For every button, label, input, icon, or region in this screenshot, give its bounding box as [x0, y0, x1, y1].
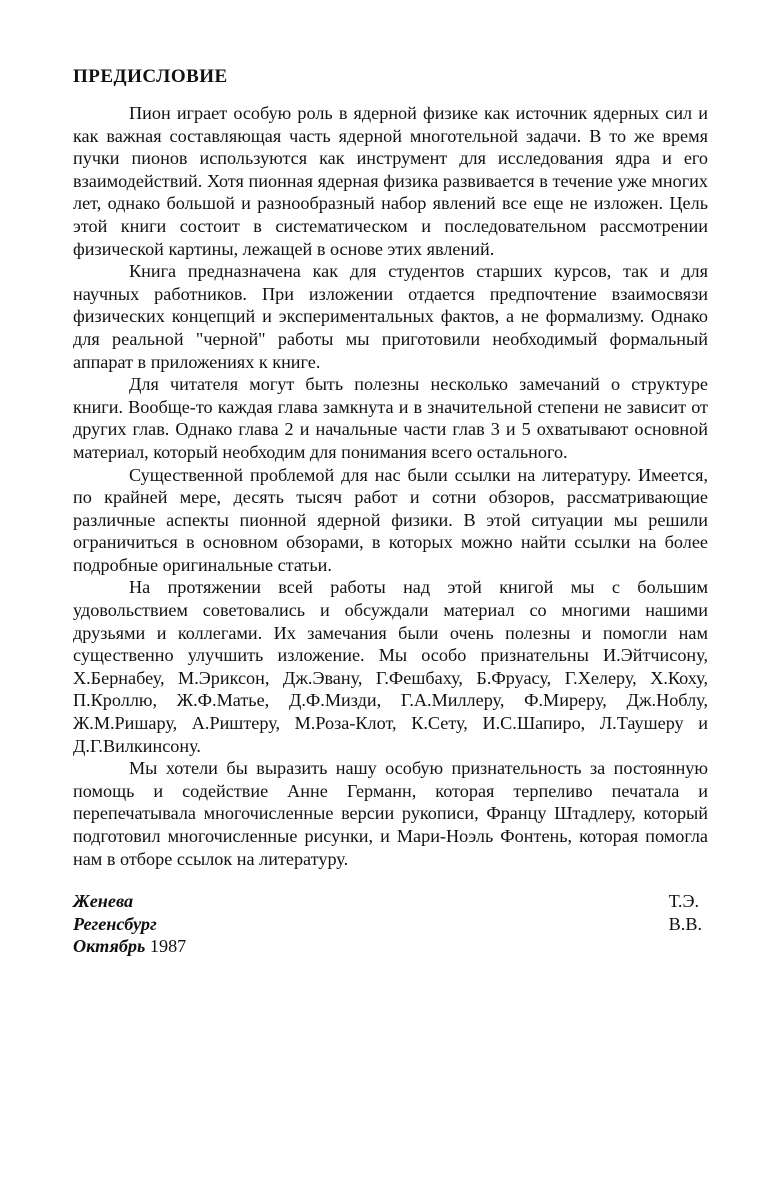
paragraph-2: Книга предназначена как для студентов старших курсов, так и для научных работников. При изложении отдается предпочтение взаимосвязи физических концепций и экспериментальных фактов, а не формализму. Однако для реальной "черной" работы мы приготовили необходимый формальный аппарат в приложениях к книге.: [73, 261, 708, 372]
paragraph-1: Пион играет особую роль в ядерной физике как источник ядерных сил и как важная составляющая часть ядерной многотельной задачи. В то же время пучки пионов используются как инструмент для исследования ядра и его взаимодействий. Хотя пионная ядерная физика развивается в течение уже многих лет, однако большой и разнообразный набор явлений все еще не изложен. Цель этой книги состоит в систематическом и последовательном рассмотрении физической картины, лежащей в основе этих явлений.: [73, 103, 708, 259]
initials-2: В.В.: [668, 913, 702, 934]
initials-1: Т.Э.: [668, 891, 700, 912]
place-date: [73, 890, 186, 958]
page-title: ПРЕДИСЛОВИЕ: [73, 66, 228, 87]
signoff: [73, 890, 708, 958]
paragraph-4: Существенной проблемой для нас были ссылки на литературу. Имеется, по крайней мере, десять тысяч работ и сотни обзоров, рассматривающие различные аспекты пионной ядерной физики. В этой ситуации мы решили ограничиться в основном обзорами, в которых можно найти ссылки на более подробные оригинальные статьи.: [73, 464, 708, 575]
city-geneva: Женева: [73, 891, 134, 912]
city-regensburg: Регенсбург: [73, 913, 157, 934]
year: 1987: [149, 936, 187, 957]
paragraph-6: Мы хотели бы выразить нашу особую признательность за постоянную помощь и содействие Анне Германн, которая терпеливо печатала и перепечатывала многочисленные версии рукописи, Францу Штадлеру, который подготовил многочисленные рисунки, и Мари-Ноэль Фонтень, которая помогла нам в отборе ссылок на литературу.: [73, 758, 708, 869]
paragraph-5: На протяжении всей работы над этой книгой мы с большим удовольствием советовались и обсуждали материал со многими нашими друзьями и коллегами. Их замечания были очень полезны и помогли нам существенно улучшить изложение. Мы особо признательны И.Эйтчисону, Х.Бернабеу, М.Эриксон, Дж.Эвану, Г.Фешбаху, Б.Фруасу, Г.Хелеру, Х.Коху, П.Кроллю, Ж.Ф.Матье, Д.Ф.Мизди, Г.А.Миллеру, Ф.Миреру, Дж.Ноблу, Ж.М.Ришару, А.Риштеру, М.Роза-Клот, К.Сету, И.С.Шапиро, Л.Таушеру и Д.Г.Вилкинсону.: [73, 577, 708, 756]
paragraph-3: Для читателя могут быть полезны несколько замечаний о структуре книги. Вообще-то каждая глава замкнута и в значительной степени не зависит от других глав. Однако глава 2 и начальные части глав 3 и 5 охватывают основной материал, который необходим для понимания всего остального.: [73, 374, 708, 462]
date-line: [73, 935, 186, 958]
author-initials: [669, 890, 708, 958]
month: Октябрь: [73, 936, 146, 957]
